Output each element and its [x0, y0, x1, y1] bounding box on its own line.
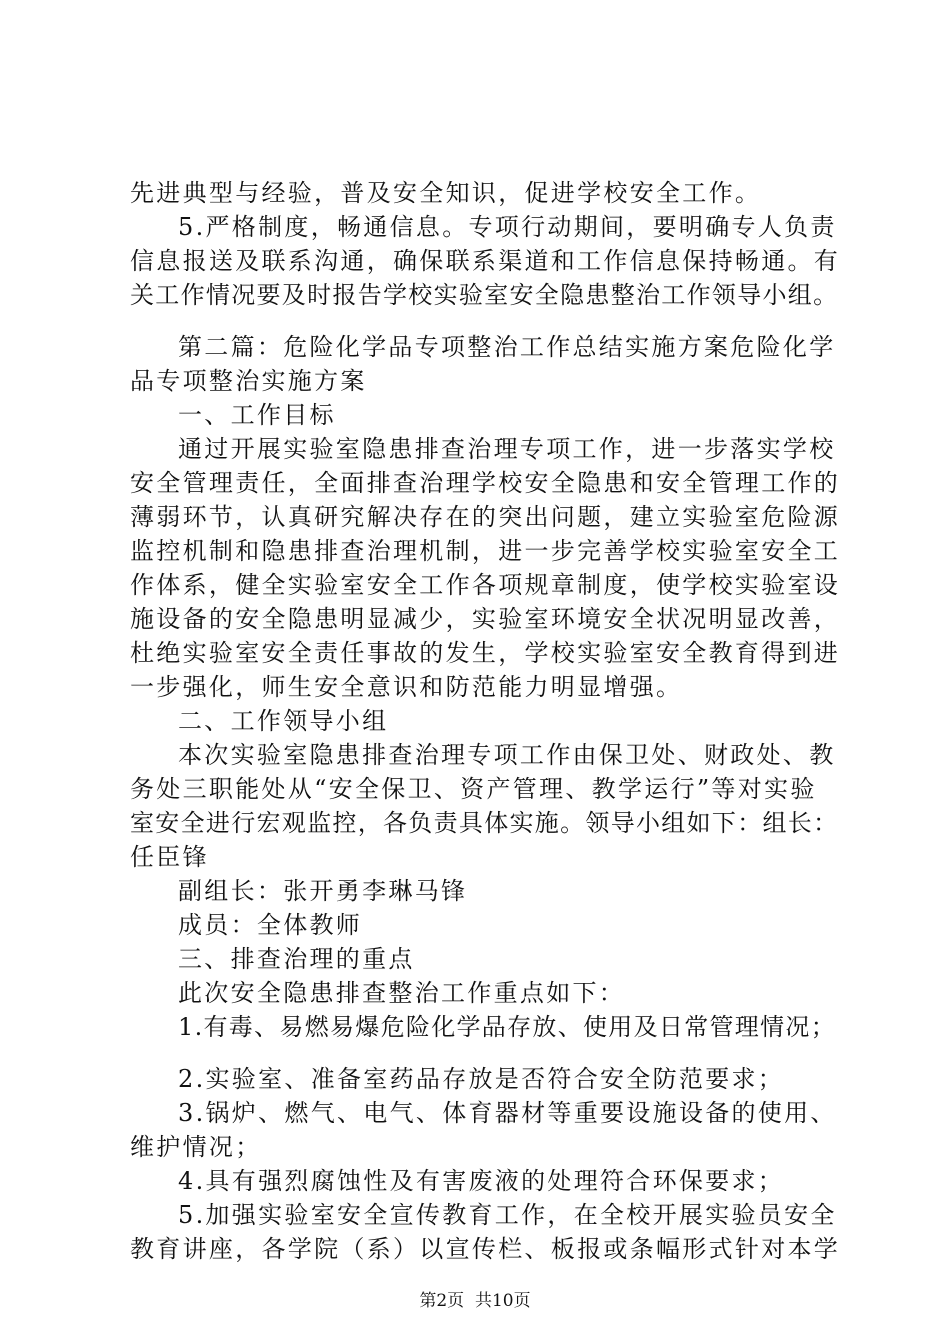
- text-line: 务处三职能处从“安全保卫、资产管理、教学运行”等对实验: [130, 775, 817, 803]
- section-heading: 第二篇：危险化学品专项整治工作总结实施方案危险化学: [178, 333, 836, 361]
- text-line: 杜绝实验室安全责任事故的发生，学校实验室安全教育得到进: [130, 639, 841, 667]
- text-line: 一步强化，师生安全意识和防范能力明显增强。: [130, 673, 683, 701]
- text-line: 此次安全隐患排查整治工作重点如下：: [178, 979, 626, 1007]
- text-line: 成员：全体教师: [178, 911, 363, 939]
- text-line: 先进典型与经验，普及安全知识，促进学校安全工作。: [130, 179, 762, 207]
- text-line: 本次实验室隐患排查治理专项工作由保卫处、财政处、教: [178, 741, 836, 769]
- text-line: 作体系，健全实验室安全工作各项规章制度，使学校实验室设: [130, 571, 841, 599]
- list-item: 3.锅炉、燃气、电气、体育器材等重要设施设备的使用、: [178, 1099, 837, 1127]
- text-line: 关工作情况要及时报告学校实验室安全隐患整治工作领导小组。: [130, 281, 839, 309]
- text-line: 监控机制和隐患排查治理机制，进一步完善学校实验室安全工: [130, 537, 841, 565]
- text-line: 副组长：张开勇李琳马锋: [178, 877, 468, 905]
- text-line: 维护情况；: [130, 1133, 262, 1161]
- text-line: 安全管理责任，全面排查治理学校安全隐患和安全管理工作的: [130, 469, 841, 497]
- text-line: 信息报送及联系沟通，确保联系渠道和工作信息保持畅通。有: [130, 247, 841, 275]
- subheading: 一、工作目标: [178, 401, 336, 429]
- list-item: 4.具有强烈腐蚀性及有害废液的处理符合环保要求；: [178, 1167, 785, 1195]
- list-item: 1.有毒、易燃易爆危险化学品存放、使用及日常管理情况；: [178, 1013, 836, 1041]
- list-item: 5.加强实验室安全宣传教育工作，在全校开展实验员安全: [178, 1201, 837, 1229]
- text-line: 室安全进行宏观监控，各负责具体实施。领导小组如下：组长：: [130, 809, 839, 837]
- text-line: 任臣锋: [130, 843, 209, 871]
- text-line: 施设备的安全隐患明显减少，实验室环境安全状况明显改善，: [130, 605, 841, 633]
- subheading: 二、工作领导小组: [178, 707, 389, 735]
- subheading: 三、排查治理的重点: [178, 945, 415, 973]
- list-item: 2.实验室、准备室药品存放是否符合安全防范要求；: [178, 1065, 785, 1093]
- section-heading: 品专项整治实施方案: [130, 367, 367, 395]
- page-number-footer: 第2页 共10页: [419, 1291, 531, 1311]
- text-line: 5.严格制度，畅通信息。专项行动期间，要明确专人负责: [178, 213, 837, 241]
- text-line: 通过开展实验室隐患排查治理专项工作，进一步落实学校: [178, 435, 836, 463]
- text-line: 薄弱环节，认真研究解决存在的突出问题，建立实验室危险源: [130, 503, 841, 531]
- text-line: 教育讲座，各学院（系）以宣传栏、板报或条幅形式针对本学: [130, 1235, 841, 1263]
